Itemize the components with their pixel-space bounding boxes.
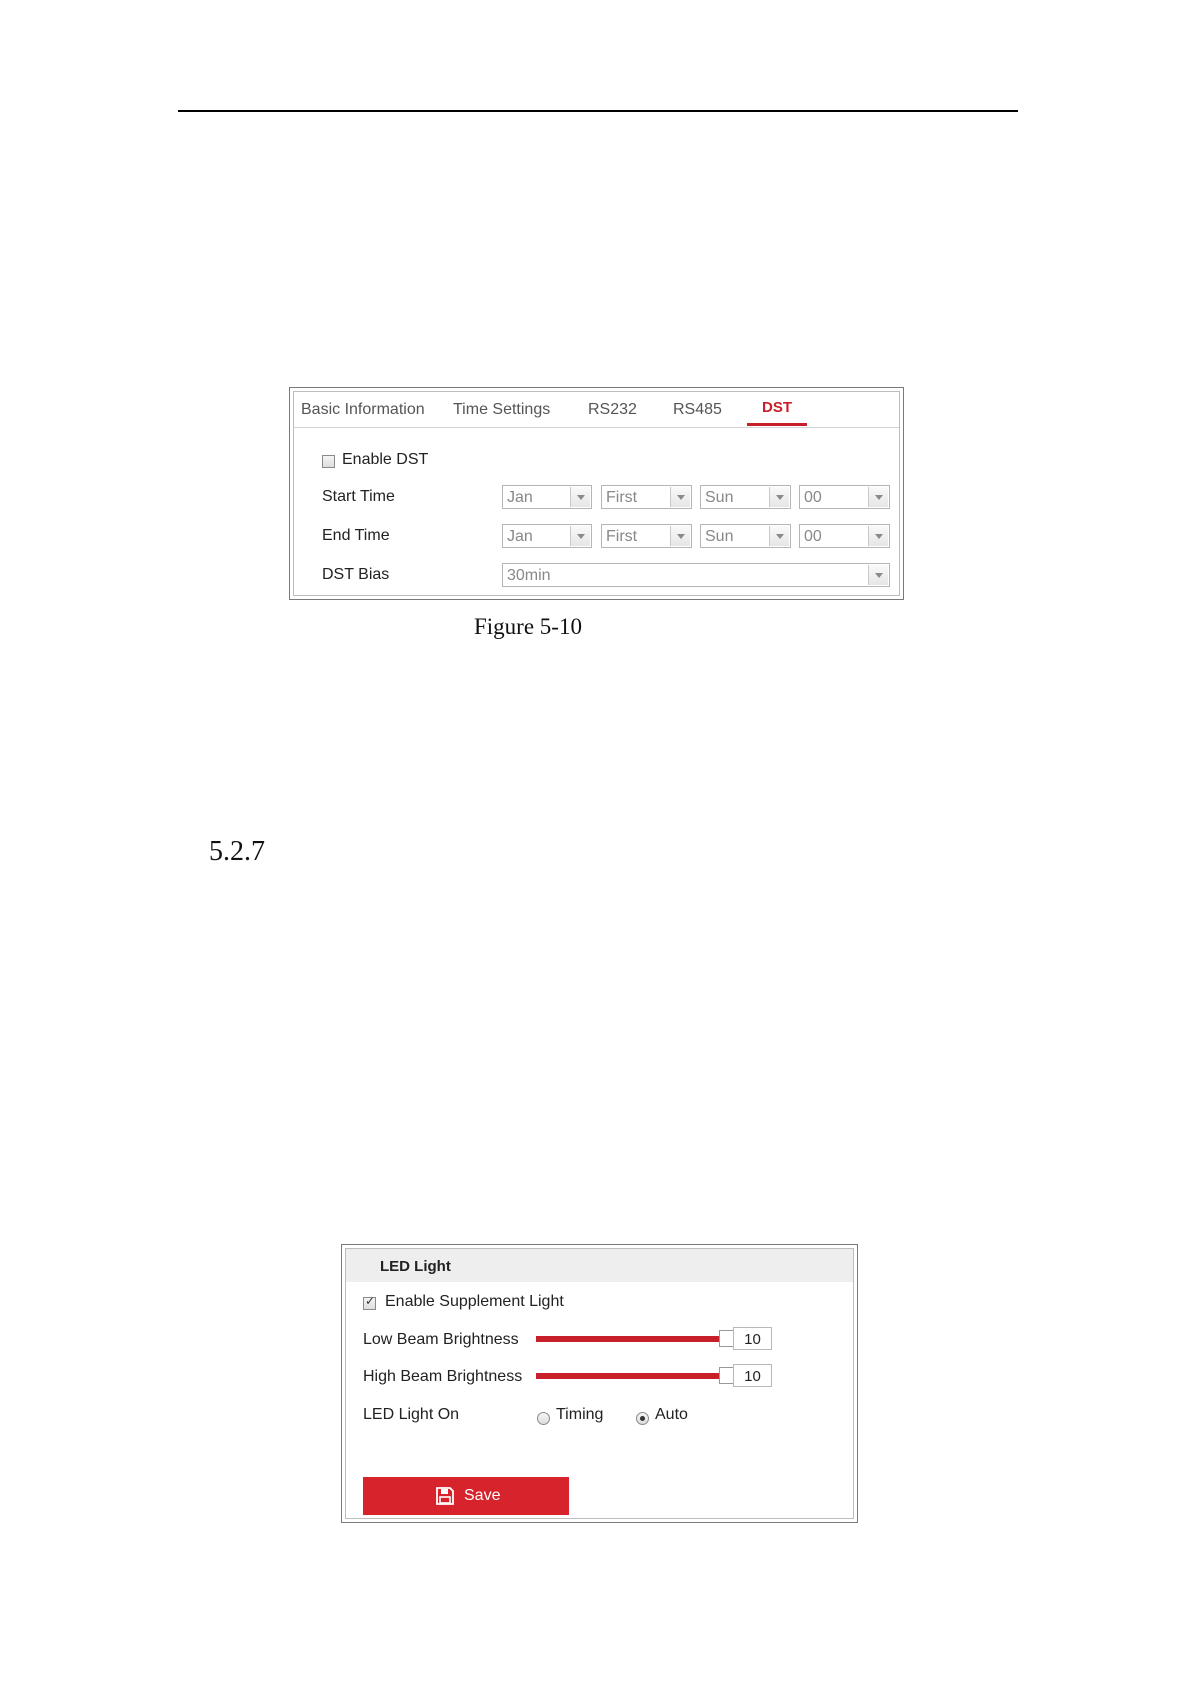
dst-bias-label: DST Bias <box>322 566 390 583</box>
tab-basic-information[interactable]: Basic Information <box>301 401 425 418</box>
end-week-value: First <box>606 528 638 545</box>
start-week-select[interactable] <box>601 485 692 509</box>
save-button[interactable] <box>363 1477 569 1515</box>
led-panel-title: LED Light <box>380 1258 451 1275</box>
tab-bar <box>294 392 899 428</box>
start-day-select[interactable] <box>700 485 791 509</box>
figure-caption: Figure 5-10 <box>474 614 582 639</box>
low-beam-slider-track[interactable] <box>536 1336 726 1342</box>
chevron-down-icon <box>769 526 789 546</box>
page-header-rule <box>178 110 1018 112</box>
tab-dst[interactable]: DST <box>762 399 792 416</box>
timing-label: Timing <box>556 1406 604 1423</box>
led-panel-inner <box>345 1248 854 1519</box>
enable-supplement-light-label: Enable Supplement Light <box>385 1293 564 1310</box>
checkmark-icon: ✓ <box>365 1294 376 1308</box>
end-week-select[interactable] <box>601 524 692 548</box>
chevron-down-icon <box>570 526 590 546</box>
end-month-value: Jan <box>507 528 533 545</box>
chevron-down-icon <box>670 487 690 507</box>
end-day-select[interactable] <box>700 524 791 548</box>
start-month-value: Jan <box>507 489 533 506</box>
high-beam-slider-track[interactable] <box>536 1373 726 1379</box>
start-day-value: Sun <box>705 489 734 506</box>
high-beam-label: High Beam Brightness <box>363 1368 523 1385</box>
start-time-label: Start Time <box>322 488 395 505</box>
tab-time-settings[interactable]: Time Settings <box>453 401 551 418</box>
end-time-label: End Time <box>322 527 390 544</box>
section-number: 5.2.7 <box>209 836 265 867</box>
save-button-label: Save <box>464 1487 501 1504</box>
tab-rs232[interactable]: RS232 <box>588 401 637 418</box>
led-panel-header <box>346 1249 853 1282</box>
end-hour-value: 00 <box>804 528 822 545</box>
low-beam-value: 10 <box>744 1331 761 1348</box>
start-hour-value: 00 <box>804 489 822 506</box>
chevron-down-icon <box>868 526 888 546</box>
tab-rs485[interactable]: RS485 <box>673 401 722 418</box>
start-hour-select[interactable] <box>799 485 890 509</box>
dst-panel-inner <box>293 391 900 596</box>
auto-radio[interactable] <box>636 1412 649 1425</box>
start-month-select[interactable] <box>502 485 592 509</box>
timing-radio[interactable] <box>537 1412 550 1425</box>
led-light-panel <box>341 1244 858 1523</box>
floppy-disk-icon <box>436 1487 454 1505</box>
end-day-value: Sun <box>705 528 734 545</box>
chevron-down-icon <box>868 487 888 507</box>
start-week-value: First <box>606 489 638 506</box>
enable-dst-label: Enable DST <box>342 451 429 468</box>
chevron-down-icon <box>868 565 888 585</box>
dst-bias-select[interactable] <box>502 563 890 587</box>
chevron-down-icon <box>670 526 690 546</box>
dst-settings-panel <box>289 387 904 600</box>
led-light-on-label: LED Light On <box>363 1406 460 1423</box>
dst-bias-value: 30min <box>507 567 551 584</box>
auto-label: Auto <box>655 1406 688 1423</box>
high-beam-value-input[interactable] <box>733 1364 772 1387</box>
end-hour-select[interactable] <box>799 524 890 548</box>
low-beam-label: Low Beam Brightness <box>363 1331 519 1348</box>
low-beam-value-input[interactable] <box>733 1327 772 1350</box>
enable-dst-checkbox[interactable] <box>322 455 335 468</box>
chevron-down-icon <box>769 487 789 507</box>
end-month-select[interactable] <box>502 524 592 548</box>
active-tab-indicator <box>747 423 807 426</box>
enable-supplement-light-checkbox[interactable] <box>363 1294 376 1310</box>
high-beam-value: 10 <box>744 1368 761 1385</box>
chevron-down-icon <box>570 487 590 507</box>
